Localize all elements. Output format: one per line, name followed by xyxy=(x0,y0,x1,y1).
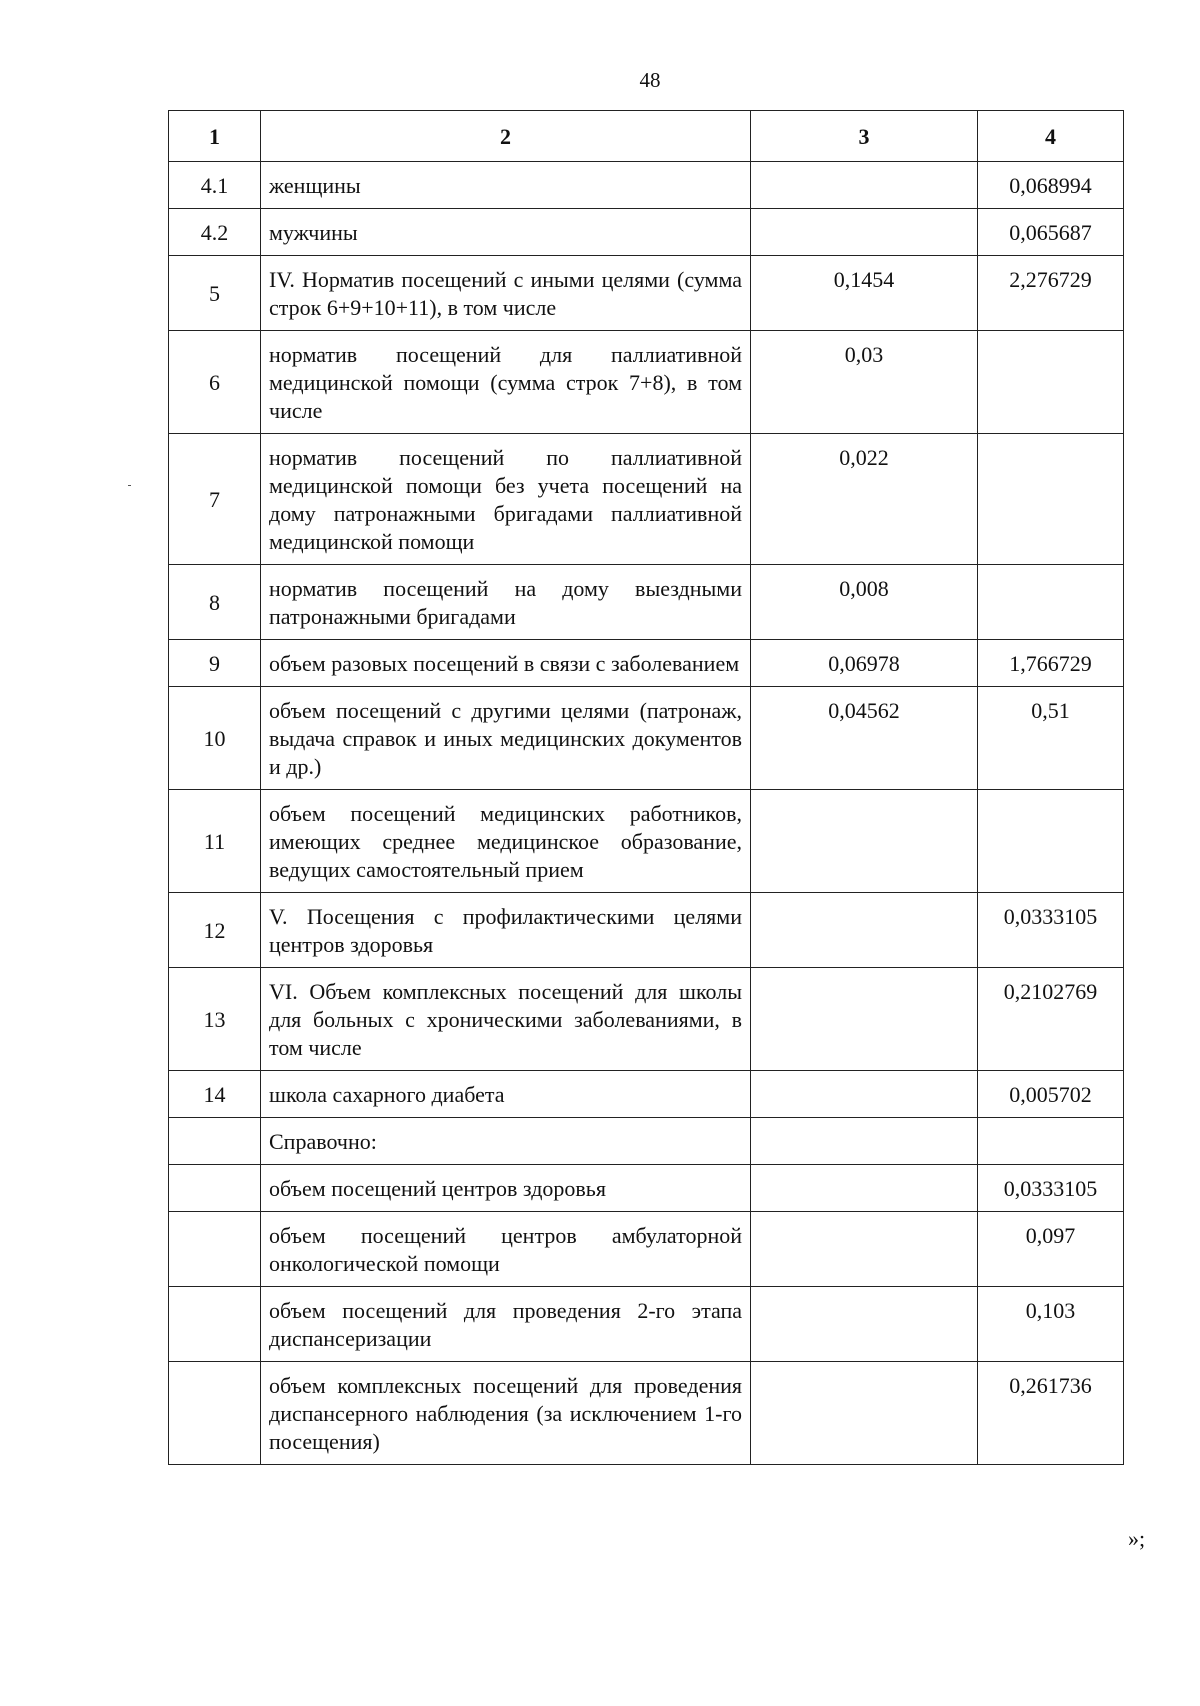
table-row xyxy=(169,1287,1124,1362)
row-description: норматив посещений на дому выездными патронажными бригадами xyxy=(261,565,751,640)
row-value-col3 xyxy=(751,893,978,968)
header-col-3: 3 xyxy=(751,111,978,162)
row-value-col3: 0,06978 xyxy=(751,640,978,687)
row-number: 13 xyxy=(169,968,261,1071)
row-number xyxy=(169,1287,261,1362)
row-value-col3: 0,03 xyxy=(751,331,978,434)
scan-artifact-dot xyxy=(128,485,131,486)
row-value-col4 xyxy=(978,434,1124,565)
row-value-col4: 0,097 xyxy=(978,1212,1124,1287)
row-value-col4: 0,005702 xyxy=(978,1071,1124,1118)
table-row xyxy=(169,256,1124,331)
row-number xyxy=(169,1362,261,1465)
table-row xyxy=(169,1071,1124,1118)
row-value-col4: 1,766729 xyxy=(978,640,1124,687)
row-value-col4: 0,0333105 xyxy=(978,893,1124,968)
row-description: объем разовых посещений в связи с заболеванием xyxy=(261,640,751,687)
closing-quote-mark: »; xyxy=(1128,1526,1146,1551)
row-number xyxy=(169,1165,261,1212)
row-value-col3: 0,022 xyxy=(751,434,978,565)
row-description: женщины xyxy=(261,162,751,209)
row-number: 4.2 xyxy=(169,209,261,256)
table-row xyxy=(169,790,1124,893)
table-row xyxy=(169,162,1124,209)
row-value-col4: 0,065687 xyxy=(978,209,1124,256)
row-number: 5 xyxy=(169,256,261,331)
row-value-col3 xyxy=(751,1212,978,1287)
header-col-4: 4 xyxy=(978,111,1124,162)
row-value-col4: 0,0333105 xyxy=(978,1165,1124,1212)
row-description: норматив посещений по паллиативной медицинской помощи без учета посещений на дому патронажными бригадами паллиативной медицинской помощи xyxy=(261,434,751,565)
table-row xyxy=(169,1212,1124,1287)
row-number: 10 xyxy=(169,687,261,790)
row-value-col4: 0,103 xyxy=(978,1287,1124,1362)
norms-table xyxy=(168,110,1124,1465)
row-value-col3 xyxy=(751,1287,978,1362)
row-value-col3 xyxy=(751,162,978,209)
row-value-col4: 0,2102769 xyxy=(978,968,1124,1071)
row-value-col4 xyxy=(978,565,1124,640)
table-row xyxy=(169,331,1124,434)
row-description: объем посещений центров амбулаторной онкологической помощи xyxy=(261,1212,751,1287)
table-row xyxy=(169,968,1124,1071)
table-row xyxy=(169,1362,1124,1465)
row-number: 7 xyxy=(169,434,261,565)
row-number xyxy=(169,1212,261,1287)
row-value-col3 xyxy=(751,790,978,893)
row-number: 12 xyxy=(169,893,261,968)
row-value-col4: 0,51 xyxy=(978,687,1124,790)
table-header-row xyxy=(169,111,1124,162)
row-value-col3 xyxy=(751,1362,978,1465)
row-number xyxy=(169,1118,261,1165)
header-col-2: 2 xyxy=(261,111,751,162)
row-value-col3 xyxy=(751,1165,978,1212)
row-description: объем посещений для проведения 2-го этапа диспансеризации xyxy=(261,1287,751,1362)
table-row xyxy=(169,687,1124,790)
table-row xyxy=(169,209,1124,256)
row-value-col3: 0,04562 xyxy=(751,687,978,790)
row-value-col3 xyxy=(751,209,978,256)
row-description: школа сахарного диабета xyxy=(261,1071,751,1118)
row-value-col4: 0,068994 xyxy=(978,162,1124,209)
row-description: объем посещений центров здоровья xyxy=(261,1165,751,1212)
row-value-col4 xyxy=(978,331,1124,434)
row-description: норматив посещений для паллиативной медицинской помощи (сумма строк 7+8), в том числе xyxy=(261,331,751,434)
row-number: 14 xyxy=(169,1071,261,1118)
row-description: объем комплексных посещений для проведения диспансерного наблюдения (за исключением 1-го посещения) xyxy=(261,1362,751,1465)
row-value-col4: 0,261736 xyxy=(978,1362,1124,1465)
row-description: IV. Норматив посещений с иными целями (сумма строк 6+9+10+11), в том числе xyxy=(261,256,751,331)
row-number: 6 xyxy=(169,331,261,434)
table-row xyxy=(169,640,1124,687)
row-value-col3 xyxy=(751,1071,978,1118)
table-row xyxy=(169,565,1124,640)
row-value-col3: 0,008 xyxy=(751,565,978,640)
row-value-col4 xyxy=(978,1118,1124,1165)
table-row xyxy=(169,893,1124,968)
page-number: 48 xyxy=(639,68,661,92)
table-row xyxy=(169,1118,1124,1165)
row-value-col3: 0,1454 xyxy=(751,256,978,331)
row-value-col4 xyxy=(978,790,1124,893)
row-value-col3 xyxy=(751,1118,978,1165)
row-number: 9 xyxy=(169,640,261,687)
row-number: 11 xyxy=(169,790,261,893)
header-col-1: 1 xyxy=(169,111,261,162)
table-row xyxy=(169,434,1124,565)
row-description: V. Посещения с профилактическими целями центров здоровья xyxy=(261,893,751,968)
row-description: объем посещений медицинских работников, имеющих среднее медицинское образование, ведущих самостоятельный прием xyxy=(261,790,751,893)
row-value-col4: 2,276729 xyxy=(978,256,1124,331)
table-row xyxy=(169,1165,1124,1212)
row-description: VI. Объем комплексных посещений для школы для больных с хроническими заболеваниями, в том числе xyxy=(261,968,751,1071)
row-number: 8 xyxy=(169,565,261,640)
row-description: объем посещений с другими целями (патронаж, выдача справок и иных медицинских документов и др.) xyxy=(261,687,751,790)
row-value-col3 xyxy=(751,968,978,1071)
row-number: 4.1 xyxy=(169,162,261,209)
row-description: мужчины xyxy=(261,209,751,256)
row-description: Справочно: xyxy=(261,1118,751,1165)
